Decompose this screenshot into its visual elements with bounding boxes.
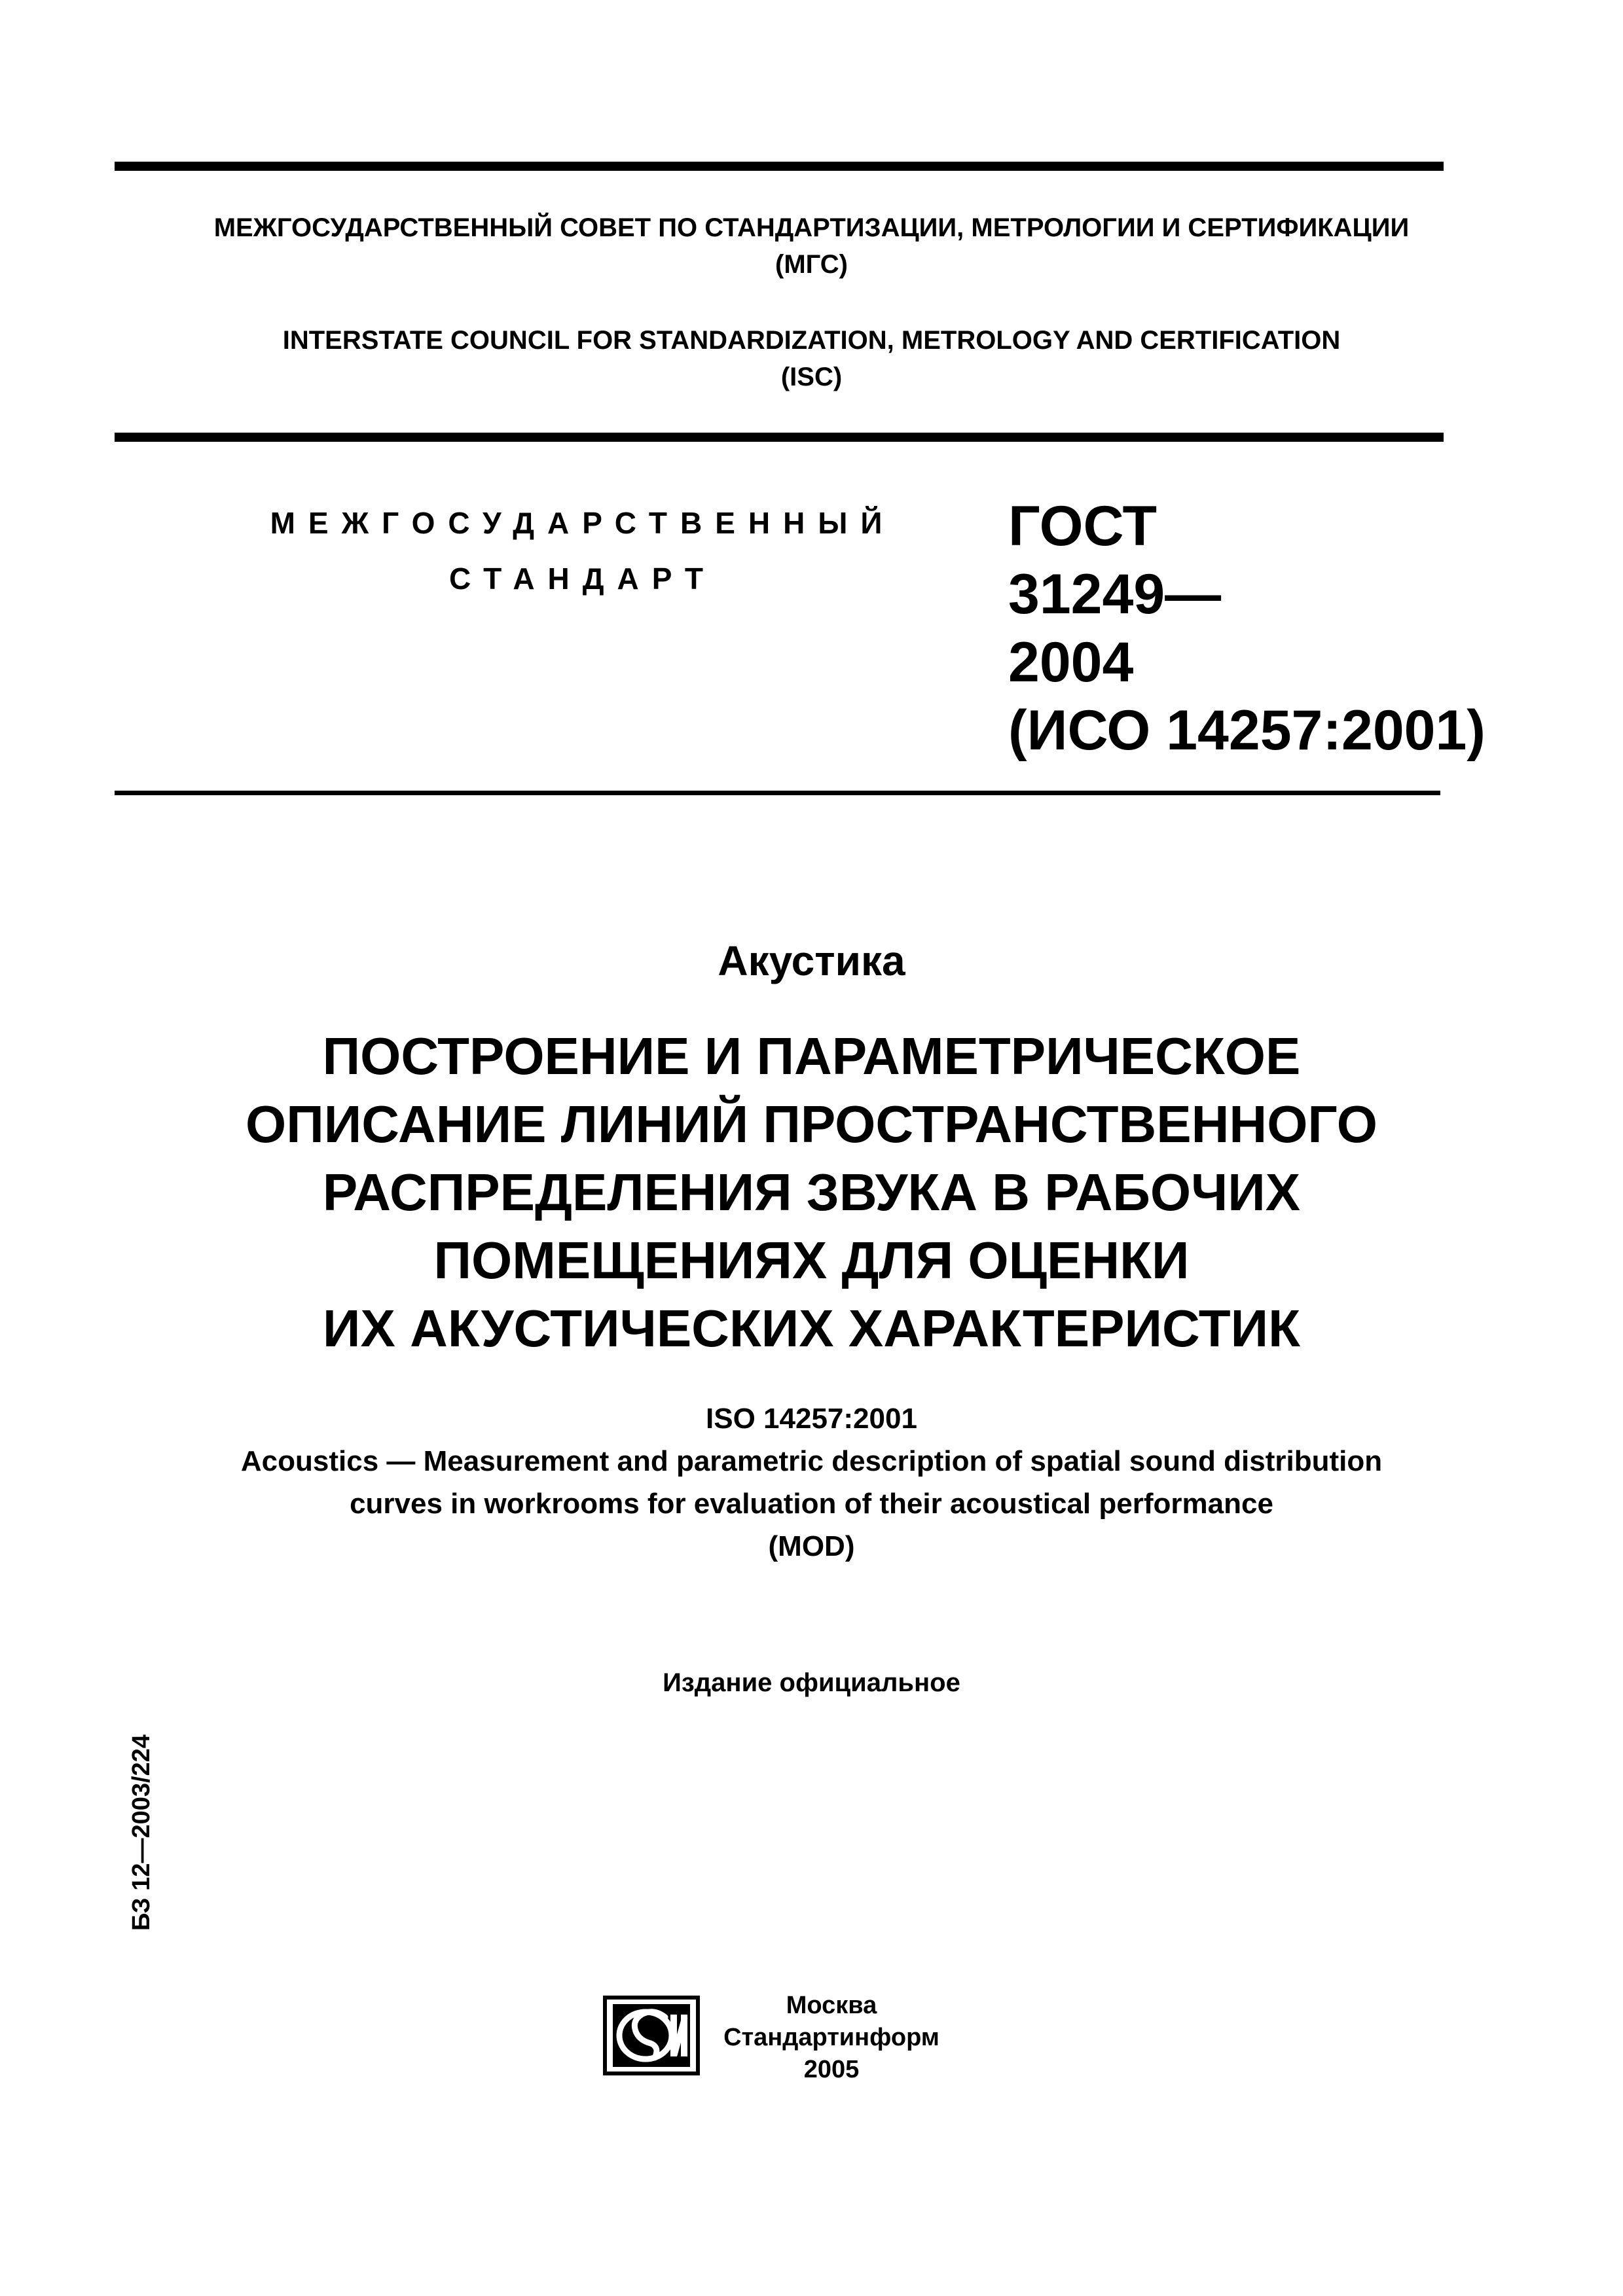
main-title [0, 1022, 1623, 1363]
council-abbrev-ru: (МГС) [775, 250, 848, 279]
main-title-line: ИХ АКУСТИЧЕСКИХ ХАРАКТЕРИСТИК [323, 1299, 1300, 1357]
subject-title: Акустика [718, 937, 905, 984]
publisher-year: 2005 [803, 2056, 860, 2083]
sidebar-code-text: БЗ 12—2003/224 [128, 1734, 155, 1931]
main-title-line: ПОСТРОЕНИЕ И ПАРАМЕТРИЧЕСКОЕ [322, 1027, 1301, 1085]
council-name-en [0, 322, 1623, 395]
iso-title-line1: Acoustics — Measurement and parametric description of spatial sound distribution [240, 1445, 1383, 1477]
gost-iso-equivalent: (ИСО 14257:2001) [1008, 699, 1486, 762]
iso-code: ISO 14257:2001 [706, 1403, 917, 1435]
designation-bottom-rule [115, 791, 1440, 795]
top-rule [115, 162, 1444, 171]
iso-reference [0, 1397, 1623, 1568]
iso-title-line2: curves in workrooms for evaluation of their acoustical performance [350, 1488, 1273, 1520]
publisher-name: Стандартинформ [723, 2024, 939, 2051]
iso-modifier: (MOD) [768, 1530, 855, 1562]
header-bottom-rule [115, 433, 1444, 442]
gost-year: 2004 [1008, 631, 1134, 694]
publisher-block [720, 1990, 943, 2086]
edition-label: Издание официальное [663, 1668, 960, 1697]
standartinform-logo-icon [602, 1995, 701, 2076]
main-title-line: РАСПРЕДЕЛЕНИЯ ЗВУКА В РАБОЧИХ [322, 1163, 1301, 1221]
gost-number: 31249— [1008, 563, 1222, 626]
main-title-line: ПОМЕЩЕНИЯХ ДЛЯ ОЦЕНКИ [433, 1231, 1190, 1289]
gost-designation [1008, 492, 1486, 764]
council-name-ru [0, 209, 1623, 283]
standard-type-line2: СТАНДАРТ [449, 562, 716, 596]
council-abbrev-en: (ISC) [780, 363, 843, 391]
gost-label: ГОСТ [1008, 495, 1158, 558]
council-name-ru-line1: МЕЖГОСУДАРСТВЕННЫЙ СОВЕТ ПО СТАНДАРТИЗАЦИИ, МЕТРОЛОГИИ И СЕРТИФИКАЦИИ [213, 213, 1410, 242]
main-title-line: ОПИСАНИЕ ЛИНИЙ ПРОСТРАНСТВЕННОГО [246, 1095, 1377, 1153]
standard-type-line1: МЕЖГОСУДАРСТВЕННЫЙ [270, 506, 896, 540]
publisher-city: Москва [786, 1992, 877, 2019]
council-name-en-line1: INTERSTATE COUNCIL FOR STANDARDIZATION, METROLOGY AND CERTIFICATION [282, 326, 1341, 355]
